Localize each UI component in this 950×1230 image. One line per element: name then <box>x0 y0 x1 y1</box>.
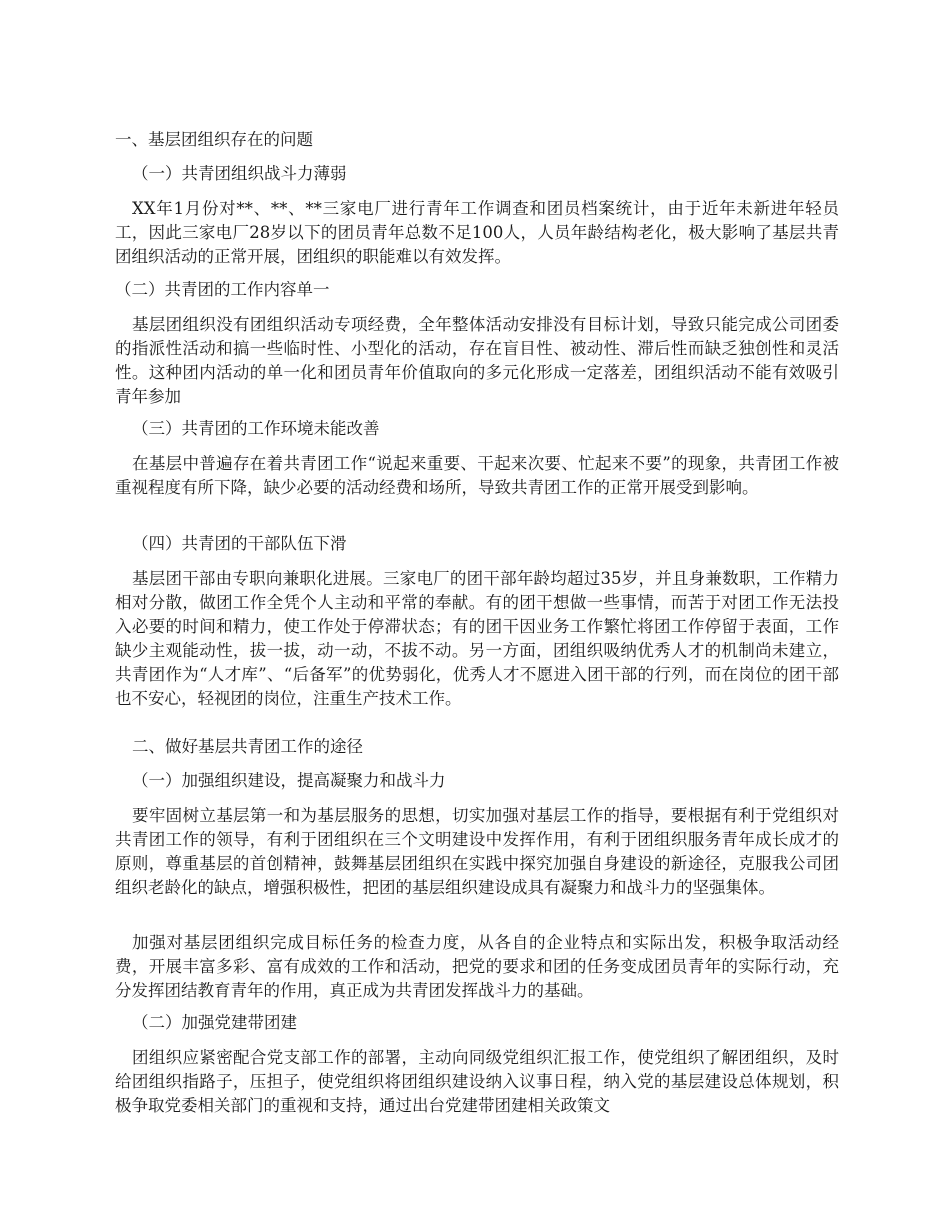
paragraph-7: 团组织应紧密配合党支部工作的部署，主动向同级党组织汇报工作，使党组织了解团组织，及时给团组织指路子，压担子，使党组织将团组织建设纳入议事日程，纳入党的基层建设总体规划，积极争取党委相关部门的重视和支持，通过出台党建带团建相关政策文 <box>115 1048 839 1115</box>
paragraph-3: 在基层中普遍存在着共青团工作“说起来重要、干起来次要、忙起来不要”的现象，共青团工作被重视程度有所下降，缺少必要的活动经费和场所，导致共青团工作的正常开展受到影响。 <box>115 454 839 497</box>
paragraph-1: XX年1月份对**、**、**三家电厂进行青年工作调查和团员档案统计，由于近年未新进年轻员工，因此三家电厂28岁以下的团员青年总数不足100人，人员年龄结构老化，极大影响了基层共青团组织活动的正常开展，团组织的职能难以有效发挥。 <box>115 199 839 266</box>
subheading-6: （二）加强党建带团建 <box>132 1013 297 1032</box>
heading-section-2: 二、做好基层共青团工作的途径 <box>132 737 363 756</box>
subheading-1: （一）共青团组织战斗力薄弱 <box>132 164 347 183</box>
paragraph-2: 基层团组织没有团组织活动专项经费，全年整体活动安排没有目标计划，导致只能完成公司团委的指派性活动和搞一些临时性、小型化的活动，存在盲目性、被动性、滞后性而缺乏独创性和灵活性。这种团内活动的单一化和团员青年价值取向的多元化形成一定落差，团组织活动不能有效吸引青年参加 <box>115 315 839 406</box>
subheading-5: （一）加强组织建设，提高凝聚力和战斗力 <box>132 771 446 790</box>
paragraph-6: 加强对基层团组织完成目标任务的检查力度，从各自的企业特点和实际出发，积极争取活动经费，开展丰富多彩、富有成效的工作和活动，把党的要求和团的任务变成团员青年的实际行动，充分发挥团结教育青年的作用，真正成为共青团发挥战斗力的基础。 <box>115 933 839 1000</box>
paragraph-5: 要牢固树立基层第一和为基层服务的思想，切实加强对基层工作的指导，要根据有利于党组织对共青团工作的领导，有利于团组织在三个文明建设中发挥作用，有利于团组织服务青年成长成才的原则，尊重基层的首创精神，鼓舞基层团组织在实践中探究加强自身建设的新途径，克服我公司团组织老龄化的缺点，增强积极性，把团的基层组织建设成具有凝聚力和战斗力的坚强集体。 <box>115 806 839 897</box>
subheading-2: （二）共青团的工作内容单一 <box>115 280 330 299</box>
subheading-4: （四）共青团的干部队伍下滑 <box>132 534 347 553</box>
paragraph-4: 基层团干部由专职向兼职化进展。三家电厂的团干部年龄均超过35岁，并且身兼数职，工作精力相对分散，做团工作全凭个人主动和平常的奉献。有的团干想做一些事情，而苦于对团工作无法投入必要的时间和精力，使工作处于停滞状态；有的团干因业务工作繁忙将团工作停留于表面，工作缺少主观能动性，拔一拔，动一动，不拔不动。另一方面，团组织吸纳优秀人才的机制尚未建立，共青团作为“人才库”、“后备军”的优势弱化，优秀人才不愿进入团干部的行列，而在岗位的团干部也不安心，轻视团的岗位，注重生产技术工作。 <box>115 569 839 708</box>
heading-section-1: 一、基层团组织存在的问题 <box>115 130 313 149</box>
subheading-3: （三）共青团的工作环境未能改善 <box>132 419 380 438</box>
